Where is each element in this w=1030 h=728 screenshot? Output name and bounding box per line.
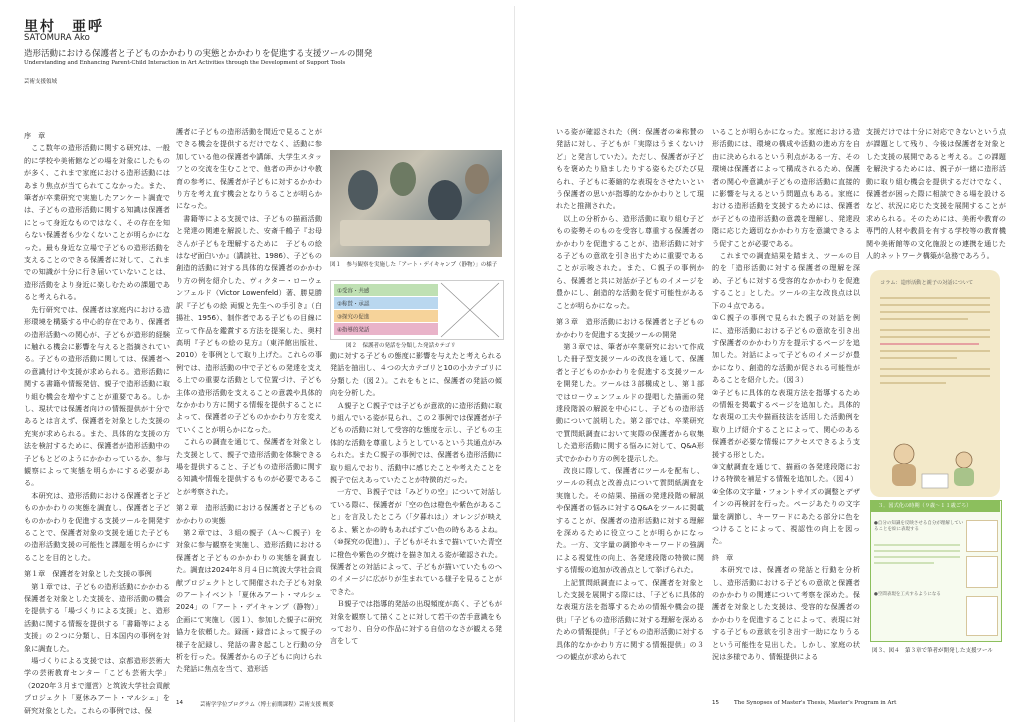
figure-1-photo: [330, 150, 502, 257]
text-column-1: [24, 126, 170, 715]
figure-2-table: [330, 280, 504, 340]
paragraph: 動に対する子どもの態度に影響を与えたと考えられる発話を抽出し、４つの大カテゴリと10の小カテゴリに分類した（図２）。これをもとに、保護者の発話の傾向を分析した。: [330, 351, 502, 398]
parent-body: [892, 464, 916, 486]
paragraph: 一方で、Ｂ親子では「みどりの空」について対話している際に、保護者が「空の色は橙色や紫色があること」を言及したところ（「夕暮れは」）オレンジが映えるよ、紫とかの時もあればすごい色の時もあるよね。（⑩探究の促進）」、子どもがそれまで描いていた青空に橙色や紫色の夕焼けを描き加える姿が確認された。保護者との対話によって、子どもが描いていたものへのイメージに広がりが生まれている様子を見ることができた。: [330, 487, 502, 596]
text-line: [880, 350, 990, 352]
parent-head: [894, 444, 914, 464]
text-line: [880, 382, 946, 384]
child-head: [956, 452, 972, 468]
text-column-5: [712, 126, 860, 694]
paragraph: Ａ親子とＣ親子では子どもが意欲的に造形活動に取り組んでいる姿が見られ、この２事例では保護者が子どもの活動に対して受容的な態度を示し、子どもの主体的な活動を尊重しようとしているという共通点がみられた。またＣ親子の事例では、保護者も造形活動に取り組んでおり、活動中に感じたことや考えたことを親子で伝えあっていたことが特徴的だった。: [330, 400, 502, 485]
right-running-footer: The Synopses of Master's Thesis, Master's Program in Art: [734, 700, 897, 706]
paragraph: ②子どもに具体的な表現方法を指導するための情報を掲載するページを追加した。具体的な表現の工夫や描画技法を活用した活動例を取り上げ紹介することによって、関心のある保護者が必要な情報にアクセスできるよう支援する形とした。: [712, 387, 860, 459]
text-column-2: [176, 126, 322, 694]
child-drawing-sample: [966, 556, 998, 588]
figure-3-4-point-1: ●自分の知識を反映させる自分が理解していることを絵に表現する: [874, 521, 964, 532]
paragraph: Ｂ親子では指導的発話の出現頻度が高く、子どもが対象を観察して描くことに対して若干の苦手意識をもっており、自分の作品に対する自信のなさが観える発言をして: [330, 599, 502, 646]
paragraph: ここ数年の造形活動に関する研究は、一般的に学校や美術館などの場を対象にしたものが多く、これまで家庭における造形活動にはあまり焦点が当てられてこなかった。また、筆者が卒業研究で実施したアンケート調査では、子どもの造形活動に関する知識は保護者にとって身近なものではなく、その存在を知らない保護者も少なくないことが明らかになった。最も身近な立場で子どもの造形活動を支えることのできる保護者に対して、これまでの知識が十分に行き届いていないことは、造形活動をより身近に楽しむための課題であると考えられる。: [24, 143, 170, 302]
person-figure: [465, 164, 489, 194]
table-surface: [340, 220, 490, 246]
figure-1-caption: 図１ 参与観察を実施した「アート・デイキャンプ（静物）」の様子: [330, 262, 498, 268]
person-figure: [348, 170, 378, 210]
right-page-number: 15: [712, 700, 719, 706]
paragraph: 本研究では、保護者の発話と行動を分析し、造形活動における子どもの意欲と保護者のかかわりの関連について考察を深めた。保護者を対象とした支援は、受容的な保護者のかかわりを促進することによって、表現に対する子どもの意欲を引き出す一助になりうるという可能性を見出した。しかし、家庭の状況は多様であり、情報提供による: [712, 565, 860, 662]
paragraph: 改良に際して、保護者にツールを配布し、ツールの利点と改善点について質問紙調査を実施した。その結果、描画の発達段階の解説や保護者の悩みに対するQ&Aをツールに掲載することが、保護者の造形活動に対する理解を深めるために役立つことが明らかになった。一方、文字量の調節やキーワードの強調による視覚性の向上、各発達段階の特徴に関する情報の追加が改善点として挙げられた。: [556, 465, 704, 575]
text-line: [880, 336, 990, 338]
text-line: [874, 544, 960, 546]
paragraph: 先行研究では、保護者は家庭内における造形環境を構築する中心的存在であり、保護者の造形活動への関心が、子どもが造形的経験に触れる機会に影響を与えると指摘されている。子どもの造形活動に関しては、保護者への意識付けや支援が求められる。造形活動に関する書籍や情報発信、親子で造形活動に取り組む機会を増やすことが重要である。しかし、現状では保護者向けの情報提供が十分であるとは言えず、保護者を対象とした支援の充実が求められる。また、具体的な支援の方法を検討するために、保護者が造形活動中の子どもとどのようにかかわっているか、参与観察によって実態を明らかにする必要がある。: [24, 304, 170, 488]
paragraph: これまでの調査結果を踏まえ、ツールの目的を「造形活動に対する保護者の理解を深め、子どもに対する受容的なかかわりを促進すること」とした。ツールの主な改良点は以下の４点である。: [712, 251, 860, 310]
text-line: [880, 329, 990, 331]
person-figure: [428, 180, 462, 222]
text-line: [874, 550, 960, 552]
column-box-title: コラム：造形活動と親子の対話について: [880, 280, 974, 286]
child-drawing-sample: [966, 596, 998, 636]
paragraph: ④全体の文字量・フォントサイズの調整とデザインの再検討を行った。ページあたりの文字量を調節し、キーワードにあたる部分に色をつけることによって、視認性の向上を図った。: [712, 486, 860, 546]
paper-subtitle: Understanding and Enhancing Parent-Child Interaction in Art Activities through the Development of Support Tools: [24, 60, 346, 66]
text-line: [880, 375, 990, 377]
paragraph: 護者に子どもの造形活動を間近で見ることができる機会を提供するだけでなく、活動に参加している他の保護者や講師、大学生スタッフとの交流を生むことで、他者の声かけや教育の参考に、保護者が子どもに対するかかわり方を考え直す機会となりうることが明らかになった。: [176, 127, 322, 211]
figure-3-4-title: ３．図式化の時期（９歳〜１１歳ごろ）: [878, 503, 972, 509]
parent-child-illustration: [878, 430, 992, 490]
category-label: ①受容・共感: [337, 288, 370, 295]
section-heading: 終 章: [712, 552, 734, 562]
column-box-lines: [880, 292, 990, 389]
paragraph: 書籍等による支援では、子どもの描画活動と発達の関連を解説した、安斎千鶴子『お母さんが子どもを理解するために 子どもの絵はなぜ面白いか』（講談社、1986）、子どもの創造的活動に対する具体的な保護者のかかわり方の例を紹介した、ヴィクター・ローウェンフェルド（Victor Lowenfeld）著、勝見勝訳『子どもの絵 両親と先生への手引き』（白揚社、1956）、制作者である子どもの目線に立って作品を鑑賞する方法を提案した、奥村高明『子どもの絵の見方』（東洋館出版社、2010）を事例として取り上げた。これらの事例では、造形活動の中で子どもの発達を支える上での重要な活動として位置づけ、子ども主体の造形活動を支えることの意義や具体的なかかわり方に関する情報を提供することによって、保護者の子どものかかわり方を変えていくことが明らかになった。: [176, 213, 322, 434]
drawing-paper: [922, 474, 948, 488]
child-drawing-sample: [966, 520, 998, 552]
figure-3-4-caption: 図３、図４ 第３章で筆者が開発した支援ツール: [872, 648, 993, 654]
author-name: 里村 亜呼: [24, 19, 104, 35]
paragraph: 上記質問紙調査によって、保護者を対象とした支援を展開する際には、「子どもに具体的な表現方法を指導するための情報や機会の提供」「子どもの造形活動に対する理解を深めるための情報提供」「子どもの造形活動に対する具体的なかかわり方に関する情報提供」の３つの観点が求められて: [556, 577, 704, 662]
paper-title: 造形活動における保護者と子どものかかわりの実態とかかわりを促進する支援ツールの開発: [24, 49, 373, 59]
text-line: [880, 357, 957, 359]
figure-2-graphic: [331, 281, 503, 339]
text-line: [880, 304, 990, 306]
text-column-6: [866, 126, 1006, 262]
category-label: ②称賛・承認: [337, 301, 370, 308]
paragraph: ③文献調査を通じて、描画の各発達段階における特徴を補足する情報を追加した。（図４）: [712, 461, 860, 484]
paragraph: ①Ｃ親子の事例で見られた親子の対話を例に、造形活動における子どもの意欲を引き出す保護者のかかわり方を提示するページを追加した。対話によって子どものイメージが豊かになり、創造的な活動が促される可能性があることを紹介した。（図３）: [712, 313, 860, 385]
text-line: [880, 297, 990, 299]
text-line: [880, 318, 968, 320]
text-line: [880, 311, 990, 313]
paragraph: 第１章では、子どもの造形活動にかかわる保護者を対象とした支援を、造形活動の機会を提供する「場づくりによる支援」と、造形活動に関する情報を提供する「書籍等による支援」の２つに分類し、日本国内の事例を対象に調査した。: [24, 581, 170, 653]
left-running-footer: 芸術学学位プログラム（博士前期課程）芸術支援 概要: [200, 702, 334, 708]
figure-3-4-lines: [874, 540, 960, 568]
person-figure: [390, 162, 416, 196]
section-heading: 第１章 保護者を対象とした支援の事例: [24, 569, 152, 579]
page-divider: [514, 6, 515, 722]
paragraph: いる姿が確認された（例：保護者の④称賛の発話に対し、子どもが「実際はうまくないけど」と発言していた）。ただし、保護者が子どもを褒めたり励ましたりする姿もたびたび見られ、子どもに萎縮的な表現をさせたいという保護者の思いが指導的なかかわりとして現れたと推測された。: [556, 127, 704, 211]
paragraph: 第３章では、筆者が卒業研究において作成した冊子型支援ツールの改良を通して、保護者と子どものかかわりを促進する支援ツールを開発した。ツールは３部構成とし、第１部ではローウェンフェルドの提唱した描画の発達段階説の解説を中心にし、子どもの造形活動について説明した。第２部では、卒業研究で質問紙調査において実際の保護者から収集した造形活動に関する悩みに対して、Q&A形式でかかわり方の例を提示した。: [556, 341, 704, 463]
paragraph: 支援だけでは十分に対応できないという点が課題として残り、今後は保護者を対象とした支援の展開であると考える。この課題を解決するためには、親子が一緒に造形活動に取り組む機会を提供するだけでなく、保護者が困った際に相談できる場を設けるなど、状況に応じた支援を展開することが求められる。そのためには、美術や教育の専門的人材や教員を有する学校等の教育機関や美術館等の文化施設との連携を通じた人的ネットワーク構築が急務であろう。: [866, 127, 1006, 261]
text-line: [880, 343, 979, 345]
field-label: 芸術支援領域: [24, 79, 58, 85]
category-label: ④指導的発話: [337, 327, 370, 334]
figure-2-caption: 図２ 保護者の発話を分類した発話カテゴリ: [346, 343, 456, 349]
figure-3-4-point-2: ●空間表現を工夫するようになる: [874, 592, 941, 597]
paragraph: 以上の分析から、造形活動に取り組む子どもの姿勢そのものを受容し尊重する保護者のかかわりを促進することが、造形活動に対する子どもの意欲を引き出すために重要であることが示唆された。また、Ｃ親子の事例から、保護者と共に対話が子どものイメージを豊かにし、創造的な活動を促す可能性があることが明らかになった。: [556, 213, 704, 310]
text-line: [880, 368, 990, 370]
section-heading: 第２章 造形活動における保護者と子どものかかわりの実態: [176, 503, 322, 525]
category-label: ③探究の促進: [337, 314, 370, 321]
text-line: [874, 556, 960, 558]
left-page-number: 14: [176, 700, 183, 706]
paragraph: 本研究は、造形活動における保護者と子どものかかわりの実態を調査し、保護者と子どものかかわりを促進する支援ツールを開発することで、保護者対象の支援を通じた子どもの造形活動支援の可能性と課題を明らかにすることを目的とした。: [24, 490, 170, 562]
paragraph: 場づくりによる支援では、京都造形芸術大学の芸術教育センター「こども芸術大学」（2020年３月まで運営）と筑波大学社会貢献プロジェクト「夏休みアート・マルシェ」を研究対象とした。これらの事例では、保: [24, 656, 170, 715]
text-line: [874, 562, 934, 564]
section-heading: 序 章: [24, 131, 46, 140]
paragraph: これらの調査を通じて、保護者を対象とした支援として、親子で造形活動を体験できる場を提供すること、子どもの造形活動に関する知識や情報を提供するものが必要であることが考察された。: [176, 437, 322, 496]
text-column-4: [556, 126, 704, 694]
paragraph: 第２章では、３組の親子（Ａ〜Ｃ親子）を対象に参与観察を実施し、造形活動における保護者と子どものかかわりの実態を調査した。調査は2024年８月４日に筑波大学社会貢献プロジェクトとして開催された子ども対象のアートイベント「夏休みアート・マルシェ2024」の「アート・デイキャンプ（静物）」企画にて実施し（図１）、参加した親子に研究協力を依頼した。録画・録音によって親子の様子を記録し、発話の書き起こしと行動の分析を行った。保護者からの子どもに向けられた発話に焦点を当て、造形活: [176, 528, 322, 674]
text-column-3: [330, 350, 502, 694]
section-heading: 第３章 造形活動における保護者と子どものかかわりを促進する支援ツールの開発: [556, 317, 704, 339]
author-roman: SATOMURA Ako: [24, 33, 90, 43]
child-body: [954, 468, 974, 486]
paragraph: いることが明らかになった。家庭における造形活動には、環境の構成や活動の進め方を自由に決められるという利点がある一方、その環境は保護者によって構成されるため、保護者の関心や意識が子どもの造形活動に直接的に影響を与えるという問題点もある。家庭における造形活動を支援するためには、保護者が子どもの造形活動の意義を理解し、発達段階に応じた適切なかかわり方を意識できるよう促すことが必要である。: [712, 127, 860, 248]
